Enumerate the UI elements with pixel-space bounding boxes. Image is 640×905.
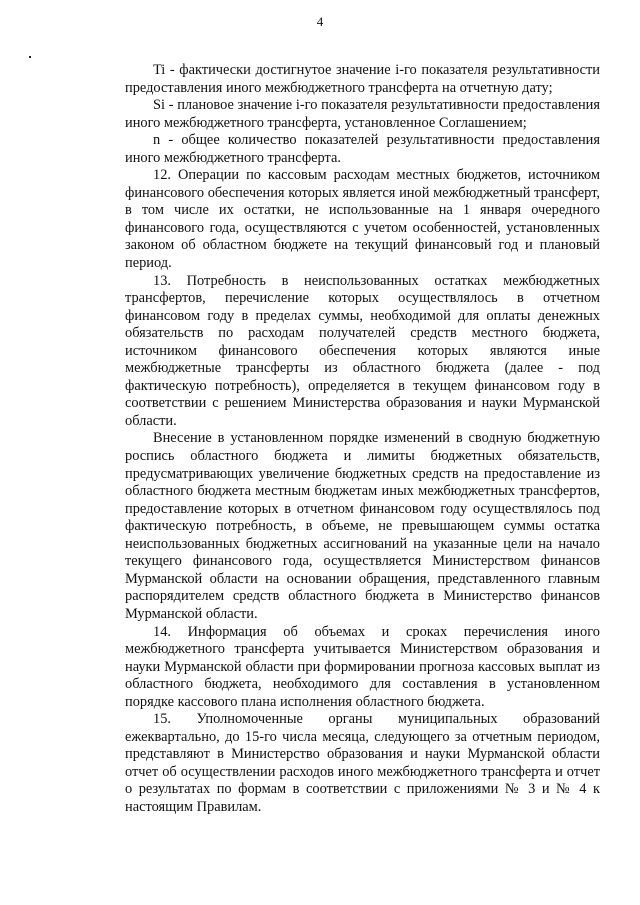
paragraph-item-15: 15. Уполномоченные органы муниципальных образований ежеквартально, до 15-го числа месяца, следующего за отчетным периодом, представляют в Министерство образования и науки Мурманской области отчет об осуществлении расходов иного межбюджетного трансферта и отчет о результатах по формам в соответствии с приложениями № 3 и № 4 к настоящим Правилам. [125, 711, 600, 815]
margin-dot [29, 56, 31, 58]
paragraph-ti-definition: Ti - фактически достигнутое значение i-го показателя результативности предоставления иного межбюджетного трансферта на отчетную дату; [125, 62, 600, 96]
paragraph-si-definition: Si - плановое значение i-го показателя результативности предоставления иного межбюджетного трансферта, установленное Соглашением; [125, 97, 600, 131]
paragraph-budget-changes: Внесение в установленном порядке изменений в сводную бюджетную роспись областного бюджета и лимиты бюджетных обязательств, предусматривающих увеличение бюджетных средств на предоставление из областного бюджета местным бюджетам иных межбюджетных трансфертов, предоставление которых в отчетном финансовом году осуществлялось под фактическую потребность, в объеме, не превышающем суммы остатка неиспользованных бюджетных ассигнований на указанные цели на начало текущего финансового года, осуществляется Министерством финансов Мурманской области на основании обращения, представленного главным распорядителем средств областного бюджета в Министерство финансов Мурманской области. [125, 430, 600, 622]
paragraph-item-12: 12. Операции по кассовым расходам местных бюджетов, источником финансового обеспечения которых является иной межбюджетный трансферт, в том числе их остатки, не использованные на 1 января очередного финансового года, осуществляются с учетом особенностей, установленных законом об областном бюджете на текущий финансовый год и плановый период. [125, 167, 600, 272]
document-body [125, 62, 600, 817]
paragraph-item-14: 14. Информация об объемах и сроках перечисления иного межбюджетного трансферта учитывается Министерством образования и науки Мурманской области при формировании прогноза кассовых выплат из областного бюджета, необходимого для составления в установленном порядке кассового плана исполнения областного бюджета. [125, 623, 600, 710]
paragraph-n-definition: n - общее количество показателей результативности предоставления иного межбюджетного трансферта. [125, 132, 600, 166]
page-number: 4 [316, 14, 324, 29]
paragraph-item-13: 13. Потребность в неиспользованных остатках межбюджетных трансфертов, перечисление которых осуществлялось в отчетном финансовом году в пределах суммы, необходимой для оплаты денежных обязательств по расходам получателей средств местного бюджета, источником финансового обеспечения которых являются иные межбюджетные трансферты из областного бюджета (далее - под фактическую потребность), определяется в текущем финансовом году в соответствии с решением Министерства образования и науки Мурманской области. [125, 272, 600, 429]
